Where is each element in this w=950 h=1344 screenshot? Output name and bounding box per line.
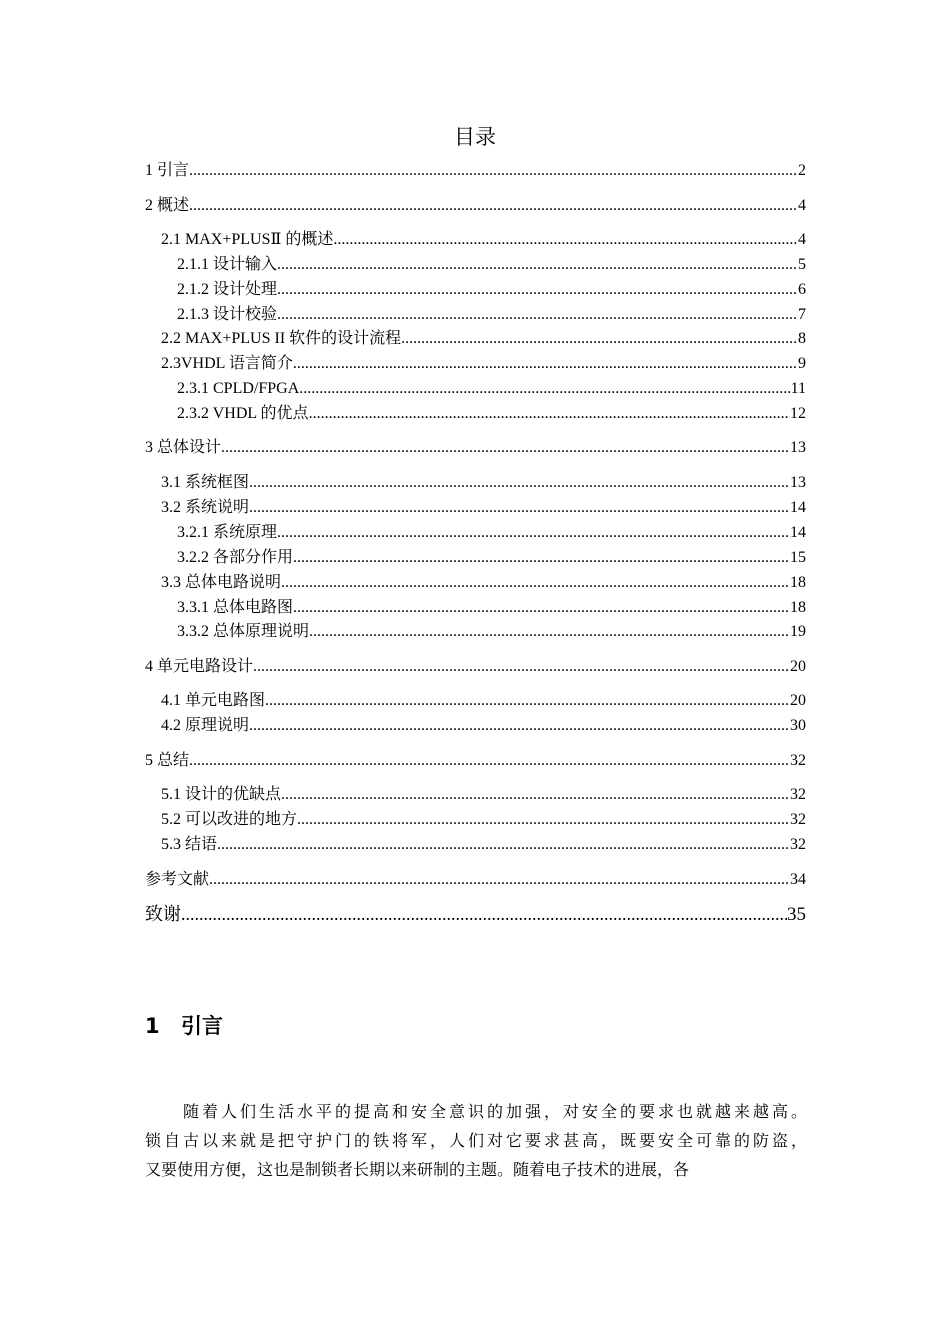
toc-entry-4-1[interactable] bbox=[161, 691, 806, 711]
toc-entry-label: 2.3.1 CPLD/FPGA bbox=[177, 380, 300, 397]
toc-entry-label: 2.1.2 设计处理 bbox=[177, 281, 278, 298]
toc-leader-dots bbox=[297, 810, 790, 830]
toc-entry-label: 2.3VHDL 语言简介 bbox=[161, 355, 293, 372]
toc-entry-page: 30 bbox=[790, 717, 806, 734]
toc-entry-label: 致谢 bbox=[145, 904, 181, 924]
toc-entry-page: 14 bbox=[790, 524, 806, 541]
toc-entry-5-1[interactable] bbox=[161, 785, 806, 805]
toc-leader-dots bbox=[309, 404, 790, 424]
toc-entry-1[interactable] bbox=[145, 161, 806, 181]
toc-entry-page: 6 bbox=[798, 281, 806, 298]
paragraph-line: 锁自古以来就是把守护门的铁将军，人们对它要求甚高，既要安全可靠的防盗， bbox=[145, 1131, 807, 1150]
toc-entry-label: 2.3.2 VHDL 的优点 bbox=[177, 405, 309, 422]
toc-entry-3-2-1[interactable] bbox=[177, 523, 806, 543]
toc-entry-2-1-2[interactable] bbox=[177, 280, 806, 300]
toc-entry-page: 32 bbox=[790, 786, 806, 803]
toc-leader-dots bbox=[217, 835, 790, 855]
toc-entry-2-3-2[interactable] bbox=[177, 404, 806, 424]
toc-entry-label: 参考文献 bbox=[145, 871, 210, 888]
toc-entry-page: 20 bbox=[790, 658, 806, 675]
toc-entry-3-1[interactable] bbox=[161, 473, 806, 493]
toc-entry-label: 3.3.1 总体电路图 bbox=[177, 599, 294, 616]
toc-leader-dots bbox=[277, 255, 798, 275]
toc-entry-page: 4 bbox=[798, 231, 806, 248]
toc-entry-label: 2.1.1 设计输入 bbox=[177, 256, 278, 273]
toc-entry-page: 14 bbox=[790, 499, 806, 516]
toc-entry-page: 18 bbox=[790, 574, 806, 591]
toc-entry-page: 8 bbox=[798, 330, 806, 347]
toc-entry-3-3-2[interactable] bbox=[177, 622, 806, 642]
toc-entry-page: 9 bbox=[798, 355, 806, 372]
toc-entry-3-3[interactable] bbox=[161, 573, 806, 593]
toc-entry-label: 5.2 可以改进的地方 bbox=[161, 811, 298, 828]
toc-entry-label: 1 引言 bbox=[145, 162, 190, 179]
toc-entry-4-2[interactable] bbox=[161, 716, 806, 736]
toc-entry-label: 3.2 系统说明 bbox=[161, 499, 250, 516]
toc-entry-2-1[interactable] bbox=[161, 230, 806, 250]
toc-entry-page: 11 bbox=[790, 380, 806, 397]
toc-leader-dots bbox=[293, 598, 790, 618]
toc-entry-page: 18 bbox=[790, 599, 806, 616]
toc-entry-label: 2.1.3 设计校验 bbox=[177, 306, 278, 323]
toc-entry-page: 15 bbox=[790, 549, 806, 566]
toc-leader-dots bbox=[401, 329, 798, 349]
toc-leader-dots bbox=[265, 691, 790, 711]
body-paragraph bbox=[145, 1097, 807, 1184]
toc-title: 目录 bbox=[454, 125, 496, 149]
toc-entry-2[interactable] bbox=[145, 196, 806, 216]
section-title: 引言 bbox=[181, 1014, 223, 1038]
toc-leader-dots bbox=[333, 230, 798, 250]
toc-entry-page: 13 bbox=[790, 439, 806, 456]
toc-entry-label: 2 概述 bbox=[145, 197, 190, 214]
toc-entry-5-3[interactable] bbox=[161, 835, 806, 855]
toc-entry-page: 32 bbox=[790, 752, 806, 769]
toc-entry-label: 2.1 MAX+PLUSⅡ 的概述 bbox=[161, 231, 334, 248]
toc-leader-dots bbox=[281, 573, 790, 593]
toc-entry-page: 32 bbox=[790, 836, 806, 853]
toc-entry-label: 2.2 MAX+PLUS II 软件的设计流程 bbox=[161, 330, 402, 347]
toc-entry-label: 4 单元电路设计 bbox=[145, 658, 254, 675]
toc-entry-acknowledgements[interactable] bbox=[145, 903, 806, 926]
toc-leader-dots bbox=[281, 785, 790, 805]
toc-entry-label: 3.1 系统框图 bbox=[161, 474, 250, 491]
section-heading bbox=[145, 1012, 223, 1040]
toc-entry-2-1-3[interactable] bbox=[177, 305, 806, 325]
toc-entry-page: 32 bbox=[790, 811, 806, 828]
toc-leader-dots bbox=[277, 280, 798, 300]
section-number: 1 bbox=[145, 1014, 160, 1038]
toc-entry-5-2[interactable] bbox=[161, 810, 806, 830]
toc-entry-3-2-2[interactable] bbox=[177, 548, 806, 568]
toc-entry-2-3[interactable] bbox=[161, 354, 806, 374]
toc-leader-dots bbox=[189, 161, 798, 181]
toc-entry-label: 3.3 总体电路说明 bbox=[161, 574, 282, 591]
toc-leader-dots bbox=[249, 716, 790, 736]
toc-leader-dots bbox=[181, 903, 787, 925]
toc-entry-page: 35 bbox=[787, 904, 806, 925]
toc-leader-dots bbox=[209, 870, 790, 890]
toc-entry-page: 7 bbox=[798, 306, 806, 323]
toc-entry-3-2[interactable] bbox=[161, 498, 806, 518]
toc-entry-3[interactable] bbox=[145, 438, 806, 458]
toc-entry-page: 2 bbox=[798, 162, 806, 179]
toc-leader-dots bbox=[293, 354, 798, 374]
toc-entry-label: 4.1 单元电路图 bbox=[161, 692, 266, 709]
paragraph-line: 又要使用方便，这也是制锁者长期以来研制的主题。随着电子技术的进展，各 bbox=[145, 1160, 690, 1179]
toc-entry-page: 34 bbox=[790, 871, 806, 888]
toc-entry-3-3-1[interactable] bbox=[177, 598, 806, 618]
toc-entry-page: 5 bbox=[798, 256, 806, 273]
toc-leader-dots bbox=[249, 498, 790, 518]
toc-leader-dots bbox=[277, 305, 798, 325]
toc-entry-page: 13 bbox=[790, 474, 806, 491]
paragraph-line: 随着人们生活水平的提高和安全意识的加强，对安全的要求也就越来越高。 bbox=[183, 1102, 807, 1121]
toc-leader-dots bbox=[189, 196, 798, 216]
toc-leader-dots bbox=[253, 657, 790, 677]
toc-entry-label: 5 总结 bbox=[145, 752, 190, 769]
toc-entry-page: 4 bbox=[798, 197, 806, 214]
toc-entry-label: 3.3.2 总体原理说明 bbox=[177, 623, 310, 640]
toc-entry-page: 20 bbox=[790, 692, 806, 709]
toc-entry-5[interactable] bbox=[145, 751, 806, 771]
toc-leader-dots bbox=[277, 523, 790, 543]
toc-entry-label: 5.1 设计的优缺点 bbox=[161, 786, 282, 803]
toc-entry-2-3-1[interactable] bbox=[177, 379, 806, 399]
toc-entry-label: 4.2 原理说明 bbox=[161, 717, 250, 734]
toc-leader-dots bbox=[249, 473, 790, 493]
toc-entry-2-1-1[interactable] bbox=[177, 255, 806, 275]
toc-leader-dots bbox=[309, 622, 790, 642]
toc-leader-dots bbox=[293, 548, 790, 568]
toc-entry-label: 5.3 结语 bbox=[161, 836, 218, 853]
toc-entry-page: 19 bbox=[790, 623, 806, 640]
toc-entry-page: 12 bbox=[790, 405, 806, 422]
toc-leader-dots bbox=[221, 438, 790, 458]
toc-entry-references[interactable] bbox=[145, 870, 806, 890]
toc-entry-label: 3.2.2 各部分作用 bbox=[177, 549, 294, 566]
toc-entry-label: 3 总体设计 bbox=[145, 439, 222, 456]
toc-entry-2-2[interactable] bbox=[161, 329, 806, 349]
toc-entry-label: 3.2.1 系统原理 bbox=[177, 524, 278, 541]
toc-leader-dots bbox=[299, 379, 790, 399]
toc-entry-4[interactable] bbox=[145, 657, 806, 677]
toc-leader-dots bbox=[189, 751, 790, 771]
